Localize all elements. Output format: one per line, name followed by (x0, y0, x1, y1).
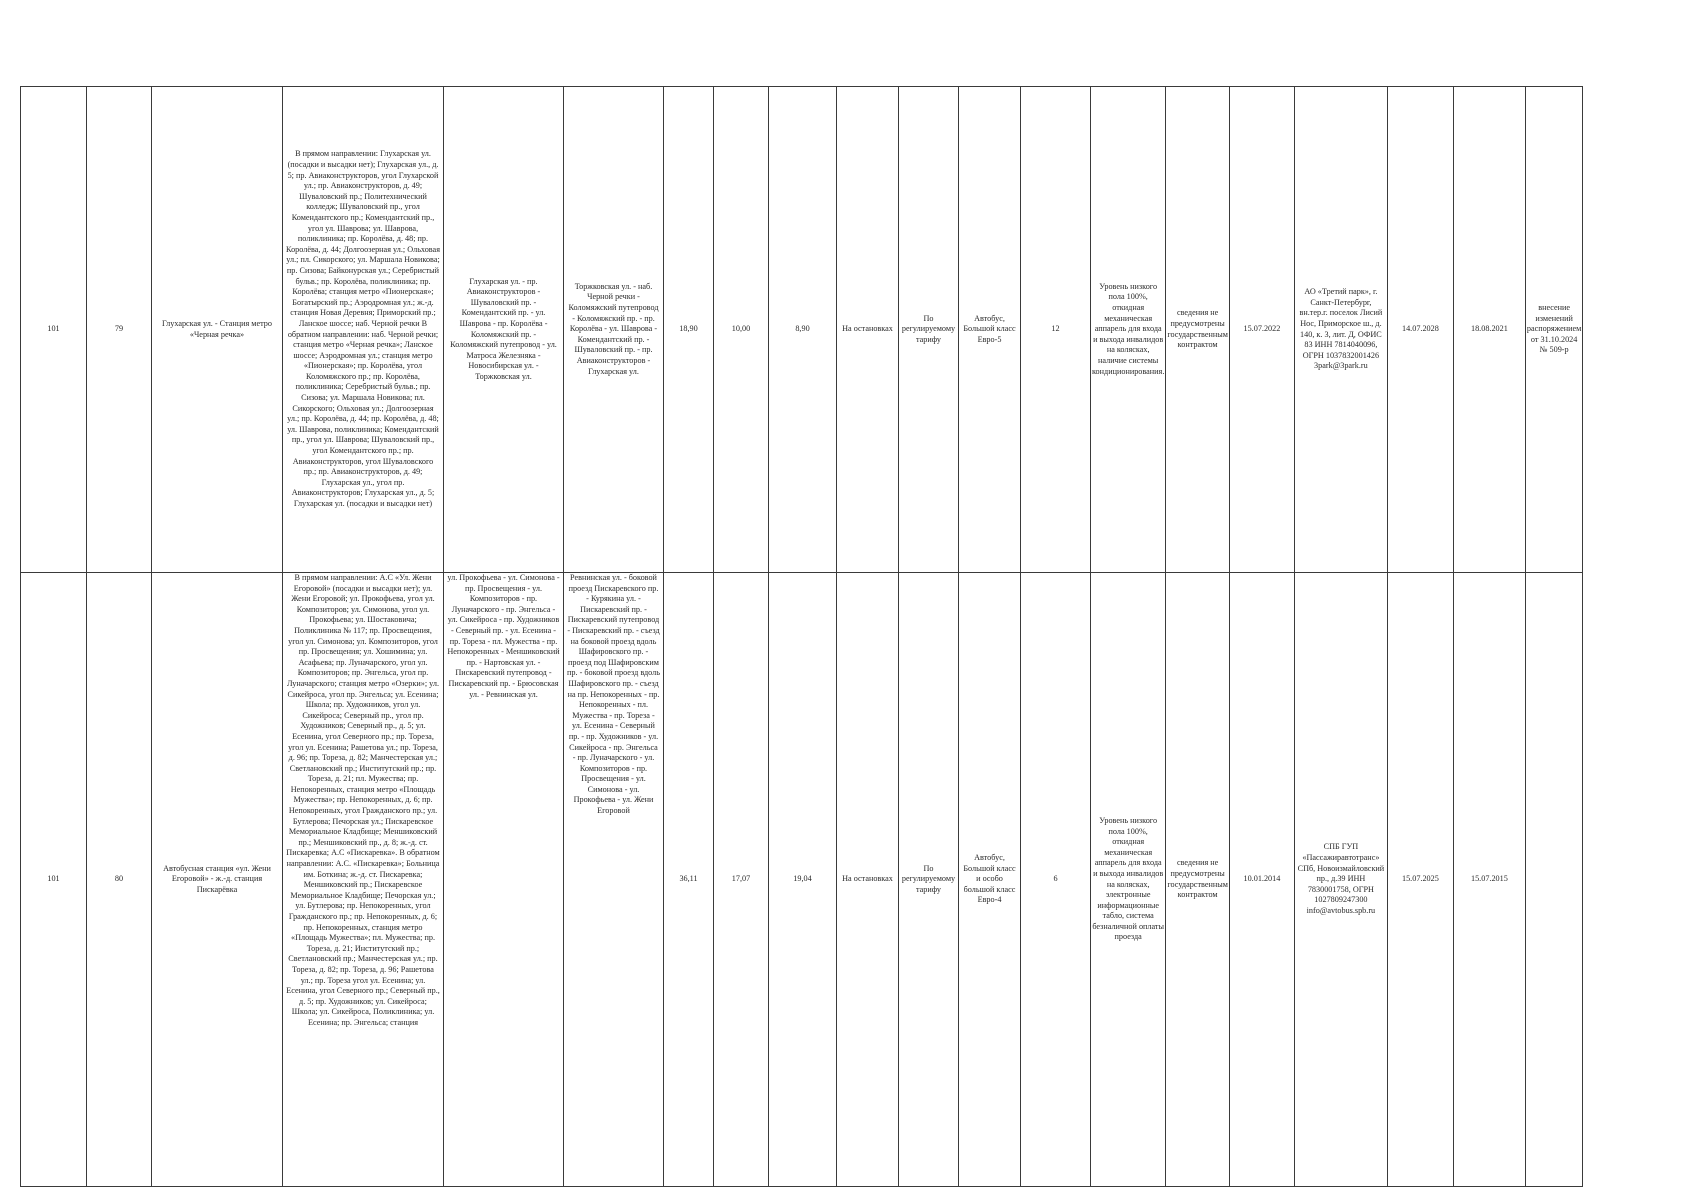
equipment-cell: Уровень низкого пола 100%, откидная механическая аппарель для входа и выхода инвалидов на колясках, наличие системы кондиционирования. (1091, 87, 1166, 573)
length-total-cell: 18,90 (664, 87, 714, 573)
registration-date-cell: 18.08.2021 (1453, 87, 1525, 573)
contract-cell: сведения не предусмотрены государственным контрактом (1166, 87, 1230, 573)
registry-sheet (20, 86, 1583, 1187)
length-total-cell: 36,11 (664, 573, 714, 1187)
length-forward-cell: 10,00 (714, 87, 769, 573)
carrier-cell: СПБ ГУП «Пассажиравтотранс» СПб, Новоизмайловский пр., д.39 ИНН 7830001758, ОГРН 1027809247300 info@avtobus.spb.ru (1294, 573, 1387, 1187)
vehicle-count-cell: 12 (1021, 87, 1091, 573)
streets-backward-cell: Торжковская ул. - наб. Черной речки - Коломяжский путепровод - Коломяжский пр. - пр. Королёва - ул. Шаврова - Комендантский пр. - Шуваловский пр. - пр. Авиаконструкторов - Глухарская ул. (564, 87, 664, 573)
table-row (21, 573, 1583, 1187)
changes-cell: внесение изменений распоряжением от 31.10.2024 № 509-р (1525, 87, 1582, 573)
length-backward-cell: 8,90 (769, 87, 837, 573)
end-date-cell: 15.07.2025 (1387, 573, 1453, 1187)
tariff-cell: По регулируемому тарифу (899, 87, 959, 573)
registry-number-cell: 101 (21, 87, 87, 573)
end-date-cell: 14.07.2028 (1387, 87, 1453, 573)
vehicle-class-cell: Автобус, Большой класс Евро-5 (959, 87, 1021, 573)
route-registry-table (20, 86, 1583, 1187)
equipment-cell: Уровень низкого пола 100%, откидная механическая аппарель для входа и выхода инвалидов на колясках, электронные информационные табло, система безналичной оплаты проезда (1091, 573, 1166, 1187)
route-stops-cell: В прямом направлении: А.С «Ул. Жени Егоровой» (посадки и высадки нет); ул. Жени Егоровой; ул. Прокофьева, угол ул. Композиторов; ул. Симонова, угол ул. Прокофьева; ул. Шостаковича; Поликлиника № 117; пр. Просвещения, угол ул. Симонова; ул. Композиторов, угол пр. Просвещения; ул. Хошимина; ул. Асафьева; пр. Луначарского, угол ул. Композиторов; пр. Энгельса, угол пр. Луначарского; станция метро «Озерки»; ул. Сикейроса, угол пр. Энгельса; ул. Есенина; Школа; пр. Художников, угол ул. Сикейроса; Северный пр., угол пр. Художников; Северный пр., д. 5; ул. Есенина, угол Северного пр.; пр. Тореза, угол ул. Есенина; Рашетова ул.; пр. Тореза, д. 96; пр. Тореза, д. 82; Манчестерская ул.; Светлановский пр.; Институтский пр.; пр. Тореза, д. 21; пл. Мужества; пр. Непокоренных, станция метро «Площадь Мужества»; пр. Непокоренных, д. 6; пр. Непокоренных, угол Гражданского пр.; ул. Бутлерова; Печорская ул.; Пискаревское Мемориальное Кладбище; Меншиковский пр.; Меншиковский пр., д. 8; ж.-д. ст. Пискаревка; А.С «Пискаревка». В обратном направлении: А.С. «Пискаревка»; Больница им. Боткина; ж.-д. ст. Пискаревка; Меншиковский пр.; Пискаревское Мемориальное Кладбище; Печорская ул.; ул. Бутлерова; пр. Непокоренных, угол Гражданского пр.; пр. Непокоренных, д. 6; пр. Непокоренных, станция метро «Площадь Мужества»; пл. Мужества; пр. Тореза, д. 21; Институтский пр.; Светлановский пр.; Манчестерская ул.; пр. Тореза, д. 82; пр. Тореза, д. 96; Рашетова ул.; пр. Тореза угол ул. Есенина; ул. Есенина, угол Северного пр.; Северный пр., д. 5; пр. Художников; ул. Сикейроса; Школа; ул. Сикейроса, Поликлиника; ул. Есенина; пр. Энгельса; станция (283, 573, 444, 1187)
route-name-cell: Глухарская ул. - Станция метро «Черная речка» (152, 87, 283, 573)
start-date-cell: 15.07.2022 (1229, 87, 1294, 573)
stops-order-cell: На остановках (837, 573, 899, 1187)
vehicle-count-cell: 6 (1021, 573, 1091, 1187)
start-date-cell: 10.01.2014 (1229, 573, 1294, 1187)
length-forward-cell: 17,07 (714, 573, 769, 1187)
route-number-cell: 80 (87, 573, 152, 1187)
tariff-cell: По регулируемому тарифу (899, 573, 959, 1187)
registry-number-cell: 101 (21, 573, 87, 1187)
streets-forward-cell: Глухарская ул. - пр. Авиаконструкторов - Шуваловский пр. - Комендантский пр. - ул. Шаврова - пр. Королёва - Коломяжский пр. - Коломяжский путепровод - ул. Матроса Железняка - Новосибирская ул. - Торжковская ул. (444, 87, 564, 573)
table-row (21, 87, 1583, 573)
route-name-cell: Автобусная станция «ул. Жени Егоровой» - ж.-д. станция Пискарёвка (152, 573, 283, 1187)
registration-date-cell: 15.07.2015 (1453, 573, 1525, 1187)
vehicle-class-cell: Автобус, Большой класс и особо большой класс Евро-4 (959, 573, 1021, 1187)
contract-cell: сведения не предусмотрены государственным контрактом (1166, 573, 1230, 1187)
route-stops-cell: В прямом направлении: Глухарская ул. (посадки и высадки нет); Глухарская ул., д. 5; пр. Авиаконструкторов, угол Глухарской ул.; пр. Авиаконструкторов, д. 49; Шуваловский пр.; Политехнический колледж; Шуваловский пр., угол Комендантского пр.; Комендантский пр., угол ул. Шаврова; ул. Шаврова, поликлиника; пр. Королёва, д. 48; пр. Королёва, д. 44; Долгоозерная ул.; Ольховая ул.; пл. Сикорского; ул. Маршала Новикова; пр. Сизова; Байконурская ул.; Серебристый бульв.; пр. Королёва, поликлиника; пр. Королёва; станция метро «Пионерская»; Богатырский пр.; Аэродромная ул.; ж.-д. станция Новая Деревня; Приморский пр.; Ланское шоссе; наб. Черной речки В обратном направлении: наб. Черной речки; станция метро «Черная речка»; Ланское шоссе; Аэродромная ул.; станция метро «Пионерская»; пр. Королёва, угол Коломяжского пр.; пр. Королёва, поликлиника; Серебристый бульв.; пр. Сизова; ул. Маршала Новикова; пл. Сикорского; Ольховая ул.; Долгоозерная ул.; пр. Королёва, д. 44; пр. Королёва, д. 48; ул. Шаврова, поликлиника; Комендантский пр., угол ул. Шаврова; Шуваловский пр., угол Комендантского пр.; пр. Авиаконструкторов, угол Шуваловского пр.; пр. Авиаконструкторов, д. 49; Глухарская ул., угол пр. Авиаконструкторов; Глухарская ул., д. 5; Глухарская ул. (посадки и высадки нет) (283, 87, 444, 573)
route-number-cell: 79 (87, 87, 152, 573)
streets-forward-cell: ул. Прокофьева - ул. Симонова - пр. Просвещения - ул. Композиторов - пр. Луначарского - пр. Энгельса - ул. Сикейроса - пр. Художников - Северный пр. - ул. Есенина - пр. Тореза - пл. Мужества - пр. Непокоренных - Меншиковский пр. - Нартовская ул. - Пискаревский путепровод - Пискаревский пр. - Брюсовская ул. - Ревнинская ул. (444, 573, 564, 1187)
stops-order-cell: На остановках (837, 87, 899, 573)
length-backward-cell: 19,04 (769, 573, 837, 1187)
changes-cell (1525, 573, 1582, 1187)
carrier-cell: АО «Третий парк», г. Санкт-Петербург, вн.тер.г. поселок Лисий Нос, Приморское ш., д. 140, к. 3, лит. Д, ОФИС 83 ИНН 7814040096, ОГРН 1037832001426 3park@3park.ru (1294, 87, 1387, 573)
streets-backward-cell: Ревнинская ул. - боковой проезд Пискаревского пр. - Курякина ул. - Пискаревский пр. - Пискаревский путепровод - Пискаревский пр. - съезд на боковой проезд вдоль Шафировского пр. - проезд под Шафировским пр. - боковой проезд вдоль Шафировского пр. - съезд на пр. Непокоренных - пр. Непокоренных - пл. Мужества - пр. Тореза - ул. Есенина - Северный пр. - пр. Художников - ул. Сикейроса - пр. Энгельса - пр. Луначарского - ул. Композиторов - пр. Просвещения - ул. Симонова - ул. Прокофьева - ул. Жени Егоровой (564, 573, 664, 1187)
